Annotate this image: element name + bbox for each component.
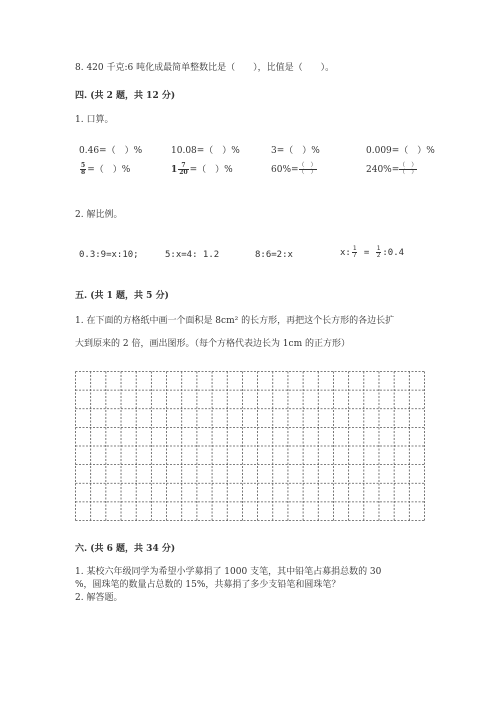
fraction: $\frac{5}{8}$: [81, 162, 86, 176]
oral-calc-item: 3=（ ）%: [271, 146, 320, 156]
blank-fraction: （ ） （ ）: [399, 162, 418, 176]
oral-calc-item: 0.009=（ ）%: [366, 146, 435, 156]
section-5-title: 五. (共 1 题，共 5 分): [75, 291, 169, 301]
section-4-title: 四. (共 2 题，共 12 分): [75, 91, 176, 101]
oral-calc-item: 1 $\frac{7}{20}$ =（ ）%: [171, 162, 233, 176]
proportion-item: x: $\frac{1}{7}$ = $\frac{1}{2}$ :0.4: [340, 245, 405, 259]
oral-calc-item: 0.46=（ ）%: [79, 146, 143, 156]
oral-calc-item: 240%= （ ） （ ）: [366, 162, 418, 176]
question-4-2-title: 2. 解比例。: [75, 210, 123, 220]
question-8: 8. 420 千克:6 吨化成最简单整数比是（ ），比值是（ ）。: [75, 63, 335, 73]
grid-paper[interactable]: [75, 371, 425, 521]
question-5-1-line2: 大到原来的 2 倍，画出图形。（每个方格代表边长为 1cm 的正方形）: [75, 339, 350, 349]
question-5-1-line1: 1. 在下面的方格纸中画一个面积是 8cm² 的长方形，再把这个长方形的各边长扩: [75, 316, 395, 326]
fraction: $\frac{7}{20}$: [179, 162, 188, 176]
oral-calc-item: 60%= （ ） （ ）: [271, 162, 317, 176]
section-6-title: 六. (共 6 题，共 34 分): [75, 544, 176, 554]
proportion-item: 8:6=2:x: [255, 250, 293, 260]
proportion-item: 0.3:9=x:10;: [79, 250, 139, 260]
question-6-1-line2: %，圆珠笔的数量占总数的 15%，共募捐了多少支铅笔和圆珠笔？: [75, 580, 341, 590]
question-6-2-title: 2. 解答题。: [75, 593, 123, 603]
oral-calc-item: $\frac{5}{8}$ =（ ）%: [81, 162, 131, 176]
proportion-item: 5:x=4: 1.2: [165, 250, 220, 260]
fraction: $\frac{1}{7}$: [352, 245, 357, 259]
blank-fraction: （ ） （ ）: [298, 162, 317, 176]
oral-calc-item: 10.08=（ ）%: [171, 146, 240, 156]
fraction: $\frac{1}{2}$: [376, 245, 381, 259]
question-4-1-title: 1. 口算。: [75, 115, 114, 125]
question-6-1-line1: 1. 某校六年级同学为希望小学募捐了 1000 支笔，其中铅笔占募捐总数的 30: [75, 567, 382, 577]
